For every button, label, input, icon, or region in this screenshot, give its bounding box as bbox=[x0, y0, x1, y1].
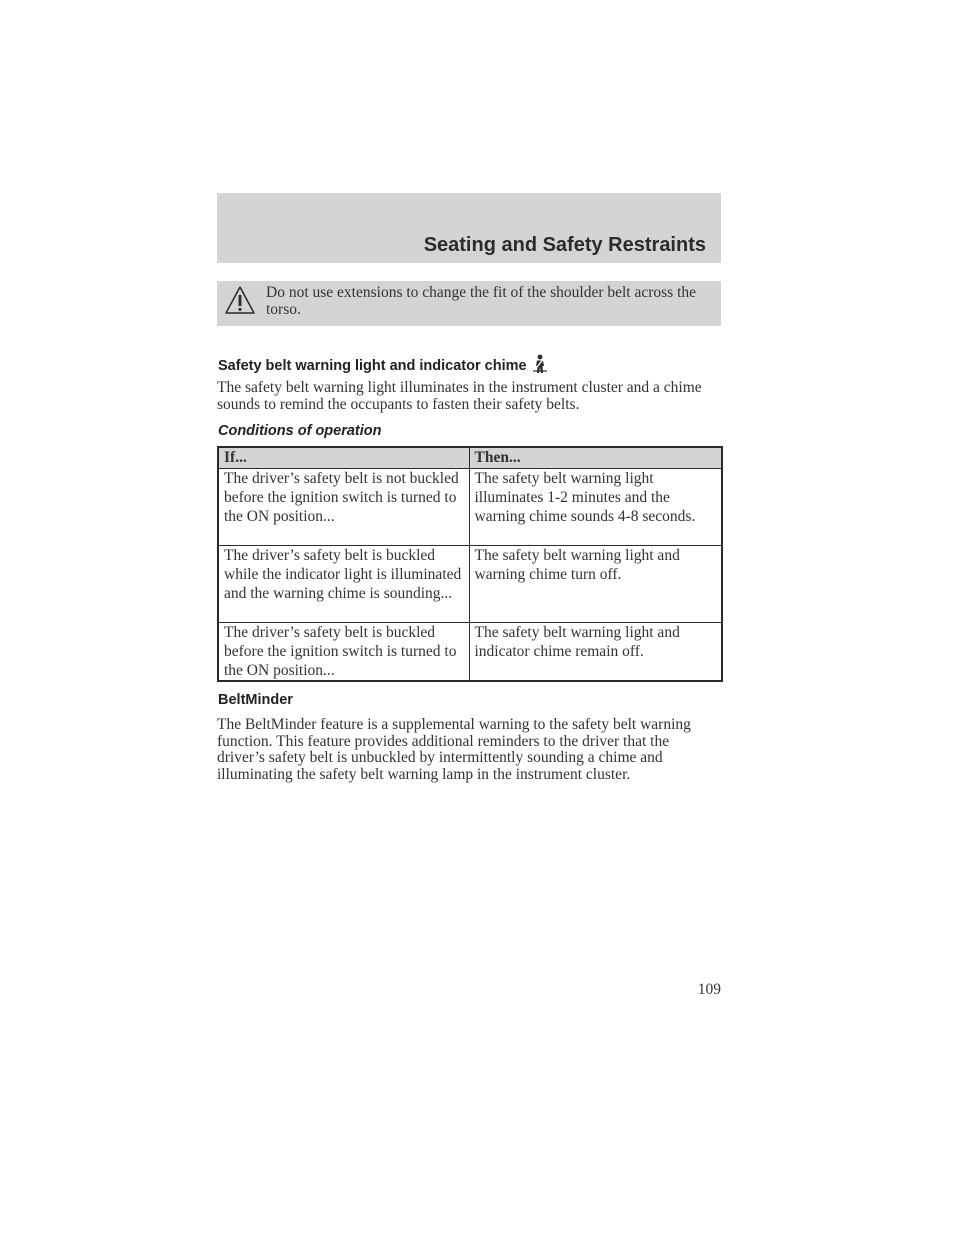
table-row bbox=[218, 469, 722, 546]
section-heading-warning-light bbox=[218, 354, 548, 374]
beltminder-paragraph: The BeltMinder feature is a supplemental warning to the safety belt warning function. This feature provides additional reminders to the driver that the driver’s safety belt is unbuckled by intermittently sounding a chime and illuminating the safety belt warning lamp in the instrument cluster. bbox=[217, 716, 691, 783]
warning-box bbox=[217, 281, 721, 326]
warning-light-paragraph: The safety belt warning light illuminates in the instrument cluster and a chime sounds to remind the occupants to fasten their safety belts. bbox=[217, 379, 702, 413]
table-cell-if: The driver’s safety belt is buckled before the ignition switch is turned to the ON position... bbox=[218, 623, 469, 682]
table-cell-then: The safety belt warning light and warning chime turn off. bbox=[469, 546, 722, 623]
conditions-table bbox=[217, 446, 723, 682]
page-title: Seating and Safety Restraints bbox=[423, 234, 706, 256]
column-header-then: Then... bbox=[469, 447, 722, 469]
column-header-if: If... bbox=[218, 447, 469, 469]
table-cell-then: The safety belt warning light illuminates 1-2 minutes and the warning chime sounds 4-8 seconds. bbox=[469, 469, 722, 546]
table-cell-if: The driver’s safety belt is buckled while the indicator light is illuminated and the warning chime is sounding... bbox=[218, 546, 469, 623]
section-header-band bbox=[217, 193, 721, 263]
warning-triangle-icon bbox=[224, 285, 256, 315]
table-cell-then: The safety belt warning light and indicator chime remain off. bbox=[469, 623, 722, 682]
conditions-heading: Conditions of operation bbox=[218, 423, 382, 439]
table-cell-if: The driver’s safety belt is not buckled before the ignition switch is turned to the ON position... bbox=[218, 469, 469, 546]
table-header-row bbox=[218, 447, 722, 469]
table-row bbox=[218, 546, 722, 623]
table-row bbox=[218, 623, 722, 682]
warning-text: Do not use extensions to change the fit of the shoulder belt across the torso. bbox=[266, 284, 697, 318]
seatbelt-person-icon bbox=[532, 354, 548, 374]
beltminder-heading: BeltMinder bbox=[218, 692, 293, 708]
page-number: 109 bbox=[697, 981, 721, 998]
section-heading-text: Safety belt warning light and indicator chime bbox=[218, 358, 527, 374]
